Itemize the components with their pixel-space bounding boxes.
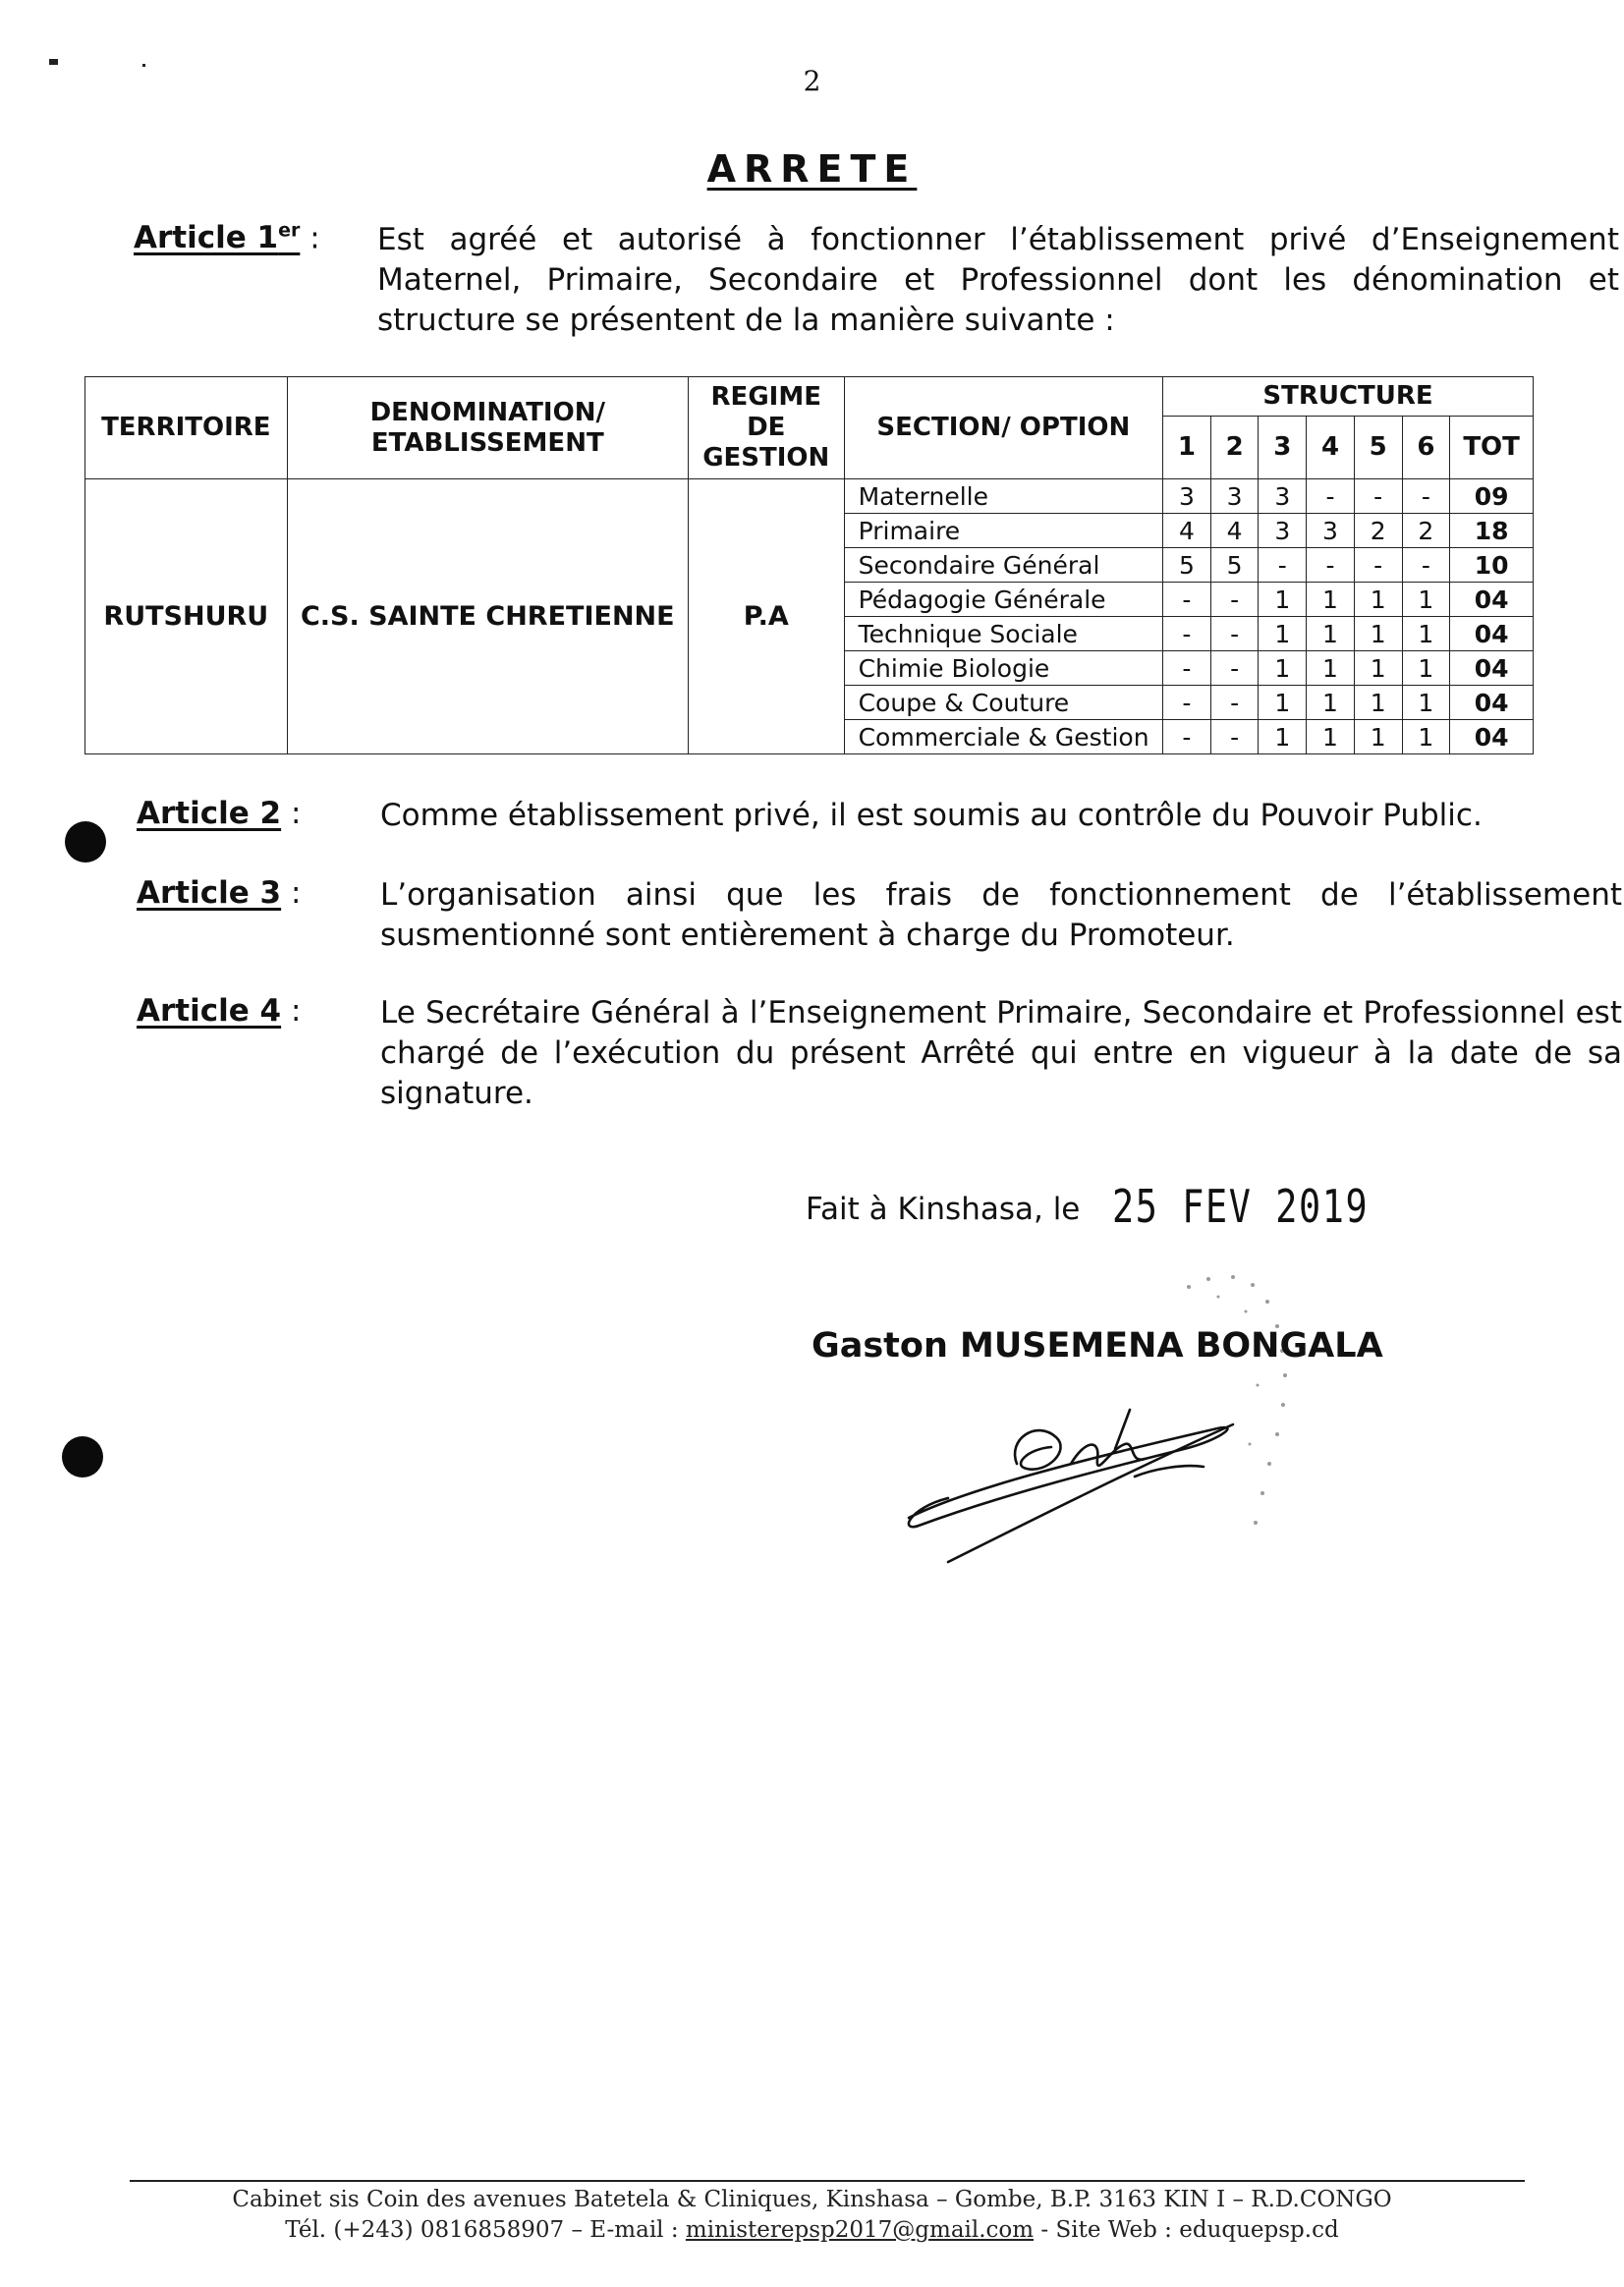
value-cell: 1: [1354, 720, 1402, 754]
value-cell: 1: [1402, 583, 1450, 617]
header-structure: STRUCTURE: [1163, 377, 1534, 417]
table-row: [85, 479, 1534, 514]
value-cell: -: [1163, 720, 1211, 754]
value-cell: -: [1210, 583, 1259, 617]
header-regime: REGIME DE GESTION: [688, 377, 844, 479]
regime-cell: P.A: [688, 479, 844, 754]
value-cell: 3: [1259, 514, 1307, 548]
value-cell: -: [1163, 583, 1211, 617]
value-cell: 1: [1259, 651, 1307, 686]
article-3-label: Article 3 :: [137, 875, 302, 911]
total-cell: 18: [1450, 514, 1534, 548]
value-cell: 2: [1402, 514, 1450, 548]
value-cell: -: [1307, 548, 1355, 583]
value-cell: 3: [1210, 479, 1259, 514]
punch-hole: [62, 1436, 103, 1478]
value-cell: 1: [1307, 583, 1355, 617]
value-cell: -: [1210, 686, 1259, 720]
footer-website: - Site Web : eduquepsp.cd: [1034, 2217, 1339, 2243]
value-cell: -: [1210, 720, 1259, 754]
value-cell: -: [1402, 548, 1450, 583]
value-cell: -: [1354, 479, 1402, 514]
total-cell: 09: [1450, 479, 1534, 514]
denomination-cell: C.S. SAINTE CHRETIENNE: [287, 479, 688, 754]
section-cell: Maternelle: [844, 479, 1162, 514]
footer-address: Cabinet sis Coin des avenues Batetela & Cliniques, Kinshasa – Gombe, B.P. 3163 KIN I – R.D.CONGO: [232, 2187, 1392, 2212]
value-cell: 3: [1307, 514, 1355, 548]
place-label: Fait à Kinshasa, le: [806, 1192, 1081, 1227]
value-cell: 4: [1210, 514, 1259, 548]
article-2-text: Comme établissement privé, il est soumis au contrôle du Pouvoir Public.: [380, 798, 1483, 833]
value-cell: 1: [1259, 720, 1307, 754]
section-cell: Secondaire Général: [844, 548, 1162, 583]
header-col-5: 5: [1354, 417, 1402, 479]
total-cell: 04: [1450, 686, 1534, 720]
value-cell: 2: [1354, 514, 1402, 548]
signer-name: Gaston MUSEMENA BONGALA: [812, 1326, 1383, 1366]
page-number: 2: [803, 65, 821, 97]
footer-email-link[interactable]: ministerepsp2017@gmail.com: [685, 2217, 1035, 2243]
header-col-1: 1: [1163, 417, 1211, 479]
header-col-6: 6: [1402, 417, 1450, 479]
section-cell: Chimie Biologie: [844, 651, 1162, 686]
value-cell: 1: [1402, 720, 1450, 754]
value-cell: 1: [1354, 617, 1402, 651]
footer-contact: [0, 2217, 1624, 2243]
value-cell: 4: [1163, 514, 1211, 548]
punch-hole: [65, 821, 106, 863]
value-cell: 1: [1354, 583, 1402, 617]
value-cell: 1: [1402, 651, 1450, 686]
header-col-3: 3: [1259, 417, 1307, 479]
value-cell: 1: [1402, 686, 1450, 720]
handwritten-signature: [889, 1370, 1262, 1587]
article-3-text: L’organisation ainsi que les frais de fonctionnement de l’établissement susmentionné sont entièrement à charge du Promoteur.: [380, 877, 1622, 953]
value-cell: -: [1259, 548, 1307, 583]
document-title: ARRETE: [706, 147, 918, 191]
territoire-cell: RUTSHURU: [85, 479, 288, 754]
value-cell: 1: [1307, 720, 1355, 754]
structure-table: [84, 376, 1534, 754]
header-col-2: 2: [1210, 417, 1259, 479]
total-cell: 04: [1450, 720, 1534, 754]
value-cell: 1: [1259, 686, 1307, 720]
footer-rule: [130, 2180, 1525, 2182]
article-1-label: Article 1er :: [134, 220, 320, 256]
section-cell: Coupe & Couture: [844, 686, 1162, 720]
header-col-4: 4: [1307, 417, 1355, 479]
section-cell: Primaire: [844, 514, 1162, 548]
header-col-tot: TOT: [1450, 417, 1534, 479]
article-4-label: Article 4 :: [137, 993, 302, 1029]
value-cell: -: [1163, 651, 1211, 686]
footer-phone: Tél. (+243) 0816858907 – E-mail :: [285, 2217, 686, 2243]
value-cell: -: [1210, 617, 1259, 651]
value-cell: 3: [1259, 479, 1307, 514]
date-stamp: 25 FEV 2019: [1112, 1180, 1370, 1233]
value-cell: 5: [1163, 548, 1211, 583]
article-1-text: Est agréé et autorisé à fonctionner l’établissement privé d’Enseignement Maternel, Primaire, Secondaire et Professionnel dont les dénomination et structure se présentent de la manière suivante :: [377, 222, 1619, 338]
value-cell: 1: [1259, 583, 1307, 617]
section-cell: Commerciale & Gestion: [844, 720, 1162, 754]
value-cell: 1: [1354, 651, 1402, 686]
value-cell: 1: [1307, 617, 1355, 651]
value-cell: 1: [1307, 651, 1355, 686]
article-4-text: Le Secrétaire Général à l’Enseignement Primaire, Secondaire et Professionnel est chargé de l’exécution du présent Arrêté qui entre en vigueur à la date de sa signature.: [380, 995, 1622, 1111]
value-cell: 5: [1210, 548, 1259, 583]
total-cell: 04: [1450, 651, 1534, 686]
header-territoire: TERRITOIRE: [85, 377, 288, 479]
value-cell: 3: [1163, 479, 1211, 514]
total-cell: 04: [1450, 583, 1534, 617]
value-cell: -: [1307, 479, 1355, 514]
section-cell: Pédagogie Générale: [844, 583, 1162, 617]
value-cell: 1: [1402, 617, 1450, 651]
total-cell: 04: [1450, 617, 1534, 651]
value-cell: -: [1163, 686, 1211, 720]
section-cell: Technique Sociale: [844, 617, 1162, 651]
value-cell: -: [1354, 548, 1402, 583]
value-cell: 1: [1307, 686, 1355, 720]
value-cell: 1: [1259, 617, 1307, 651]
total-cell: 10: [1450, 548, 1534, 583]
article-2-label: Article 2 :: [137, 796, 302, 831]
value-cell: 1: [1354, 686, 1402, 720]
header-section: SECTION/ OPTION: [844, 377, 1162, 479]
value-cell: -: [1402, 479, 1450, 514]
header-denomination: DENOMINATION/ ETABLISSEMENT: [287, 377, 688, 479]
value-cell: -: [1210, 651, 1259, 686]
value-cell: -: [1163, 617, 1211, 651]
